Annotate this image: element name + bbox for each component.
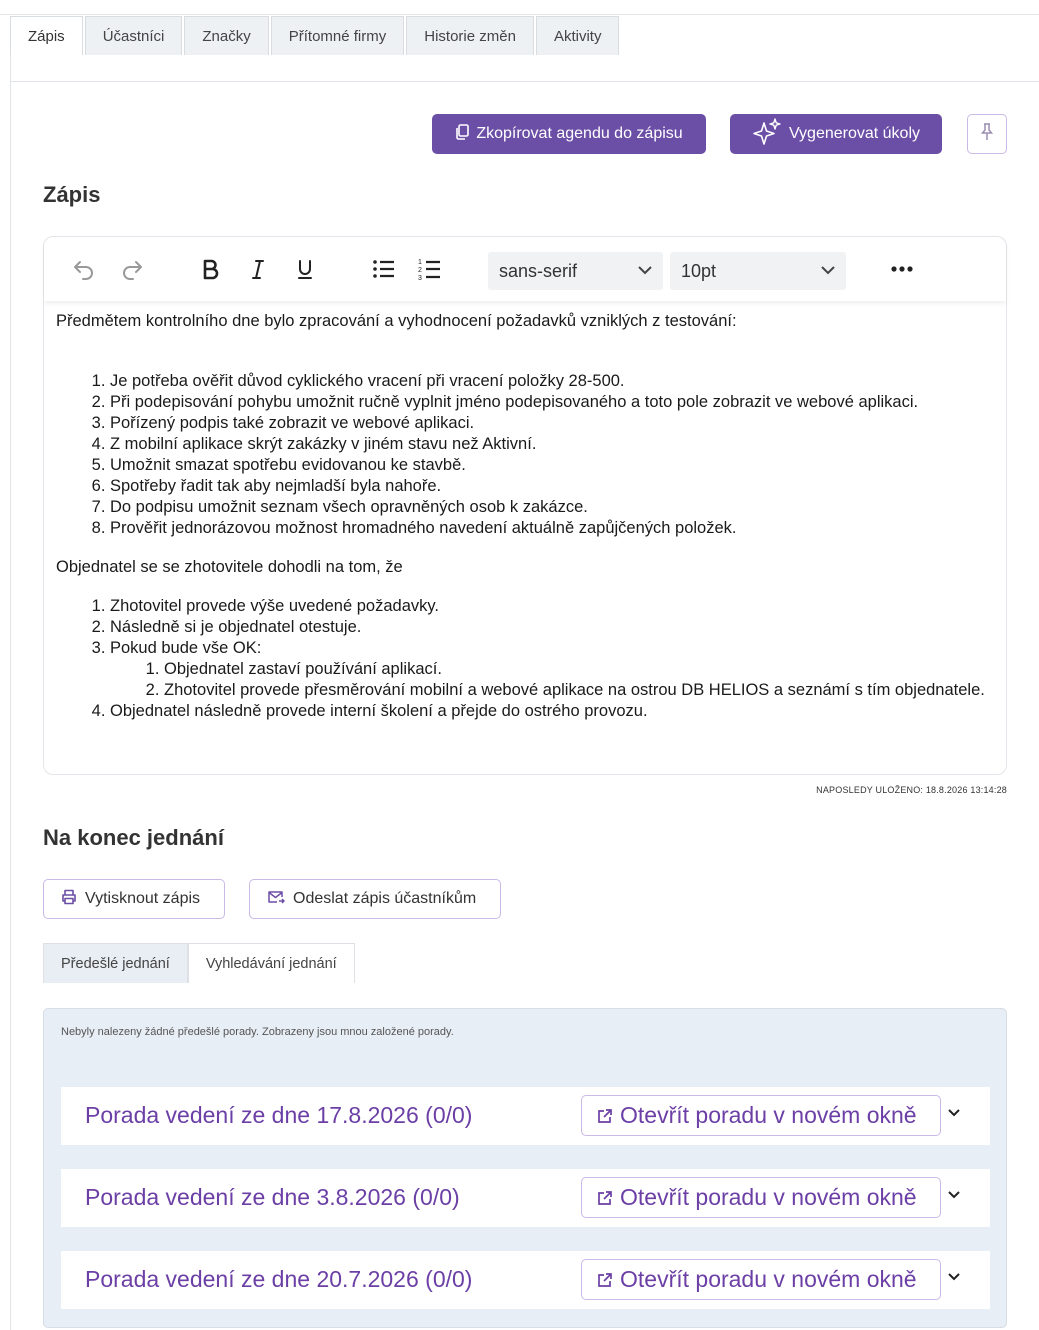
last-saved-text: NAPOSLEDY ULOŽENO: 18.8.2026 13:14:28 bbox=[816, 785, 1007, 795]
rich-text-editor[interactable] bbox=[43, 236, 1007, 775]
editor-content[interactable] bbox=[56, 311, 1001, 722]
open-meeting-label: Otevřít poradu v novém okně bbox=[620, 1184, 917, 1210]
svg-text:3: 3 bbox=[418, 275, 422, 281]
requirements-list bbox=[56, 371, 1001, 539]
meeting-tabs bbox=[43, 943, 355, 983]
meeting-row[interactable] bbox=[61, 1251, 990, 1309]
editor-toolbar bbox=[44, 237, 1006, 301]
undo-icon bbox=[72, 258, 96, 280]
underline-icon bbox=[295, 258, 315, 280]
intro-paragraph: Předmětem kontrolního dne bylo zpracování a vyhodnocení požadavků vzniklých z testování: bbox=[56, 312, 737, 330]
meetings-panel bbox=[43, 1008, 1007, 1328]
tab-pritomne-firmy[interactable]: Přítomné firmy bbox=[271, 16, 405, 55]
agreement-list bbox=[56, 596, 1001, 722]
numbered-list-button[interactable] bbox=[416, 255, 444, 283]
section-title-end: Na konec jednání bbox=[43, 825, 224, 850]
printer-icon bbox=[61, 889, 77, 910]
list-item bbox=[110, 638, 1001, 701]
list-item: 2. Při podepisování pohybu umožnit ručně vyplnit jméno podepisovaného a toto pole zobrazit ve webové aplikaci. bbox=[110, 392, 1001, 413]
font-size-value: 10pt bbox=[681, 261, 717, 281]
open-meeting-button[interactable] bbox=[581, 1259, 941, 1300]
chevron-down-icon[interactable] bbox=[947, 1272, 961, 1282]
print-minutes-button[interactable] bbox=[43, 879, 225, 919]
send-minutes-button[interactable] bbox=[249, 879, 501, 919]
print-minutes-label: Vytisknout zápis bbox=[85, 890, 201, 907]
meeting-title[interactable]: Porada vedení ze dne 3.8.2026 (0/0) bbox=[85, 1184, 460, 1210]
tab-historie-zmen[interactable]: Historie změn bbox=[406, 16, 534, 55]
main-tabs bbox=[10, 16, 621, 55]
open-meeting-label: Otevřít poradu v novém okně bbox=[620, 1102, 917, 1128]
tab-zapis[interactable]: Zápis bbox=[10, 16, 83, 55]
external-link-icon bbox=[597, 1108, 613, 1124]
undo-button[interactable] bbox=[70, 255, 98, 283]
tab-aktivity[interactable]: Aktivity bbox=[536, 16, 620, 55]
italic-icon bbox=[248, 258, 268, 280]
meeting-title[interactable]: Porada vedení ze dne 17.8.2026 (0/0) bbox=[85, 1102, 473, 1128]
list-item: 1. Objednatel zastaví používání aplikací. bbox=[164, 659, 1001, 680]
panel-divider bbox=[10, 81, 1039, 82]
copy-icon bbox=[455, 124, 469, 145]
redo-button[interactable] bbox=[118, 255, 146, 283]
list-item: 5. Umožnit smazat spotřebu evidovanou ke stavbě. bbox=[110, 455, 1001, 476]
external-link-icon bbox=[597, 1272, 613, 1288]
list-item-text: Pokud bude vše OK: bbox=[110, 639, 262, 657]
list-item: 7. Do podpisu umožnit seznam všech opravněných osob k zakázce. bbox=[110, 497, 1001, 518]
more-icon bbox=[890, 265, 914, 273]
open-meeting-button[interactable] bbox=[581, 1177, 941, 1218]
list-item: 1. Zhotovitel provede výše uvedené požadavky. bbox=[110, 596, 1001, 617]
svg-text:2: 2 bbox=[418, 267, 422, 274]
meeting-row[interactable] bbox=[61, 1169, 990, 1227]
list-item: 3. Pořízený podpis také zobrazit ve webové aplikaci. bbox=[110, 413, 1001, 434]
send-minutes-label: Odeslat zápis účastníkům bbox=[293, 890, 477, 907]
font-family-value: sans-serif bbox=[499, 261, 578, 281]
tab-previous-meetings[interactable]: Předešlé jednání bbox=[43, 943, 188, 983]
bullet-list-button[interactable] bbox=[370, 255, 398, 283]
meeting-row[interactable] bbox=[61, 1087, 990, 1145]
font-family-select[interactable] bbox=[488, 252, 663, 290]
bold-icon bbox=[200, 258, 220, 280]
chevron-down-icon bbox=[820, 264, 836, 276]
chevron-down-icon[interactable] bbox=[947, 1108, 961, 1118]
sparkles-icon bbox=[752, 117, 782, 152]
agreement-paragraph: Objednatel se se zhotovitele dohodli na tom, že bbox=[56, 558, 403, 576]
generate-tasks-button[interactable] bbox=[730, 114, 942, 154]
pin-icon bbox=[980, 123, 994, 146]
chevron-down-icon bbox=[637, 264, 653, 276]
list-item: 8. Prověřit jednorázovou možnost hromadného navedení aktuálně zapůjčených položek. bbox=[110, 518, 1001, 539]
numbered-list-icon bbox=[418, 257, 442, 281]
tab-search-meetings[interactable]: Vyhledávání jednání bbox=[188, 943, 355, 983]
section-title-zapis: Zápis bbox=[43, 182, 101, 207]
open-meeting-label: Otevřít poradu v novém okně bbox=[620, 1266, 917, 1292]
sub-list bbox=[110, 659, 1001, 701]
redo-icon bbox=[120, 258, 144, 280]
copy-agenda-label: Zkopírovat agendu do zápisu bbox=[476, 125, 683, 142]
generate-tasks-label: Vygenerovat úkoly bbox=[788, 125, 921, 142]
tab-znacky[interactable]: Značky bbox=[184, 16, 268, 55]
list-item: 4. Z mobilní aplikace skrýt zakázky v jiném stavu než Aktivní. bbox=[110, 434, 1001, 455]
copy-agenda-button[interactable] bbox=[432, 114, 706, 154]
top-divider bbox=[0, 14, 1039, 15]
list-item: 2. Následně si je objednatel otestuje. bbox=[110, 617, 1001, 638]
external-link-icon bbox=[597, 1190, 613, 1206]
underline-button[interactable] bbox=[291, 255, 319, 283]
chevron-down-icon[interactable] bbox=[947, 1190, 961, 1200]
italic-button[interactable] bbox=[244, 255, 272, 283]
list-item: 6. Spotřeby řadit tak aby nejmladší byla nahoře. bbox=[110, 476, 1001, 497]
pin-button[interactable] bbox=[967, 114, 1007, 154]
meeting-title[interactable]: Porada vedení ze dne 20.7.2026 (0/0) bbox=[85, 1266, 473, 1292]
svg-text:1: 1 bbox=[418, 259, 422, 266]
open-meeting-button[interactable] bbox=[581, 1095, 941, 1136]
bullet-list-icon bbox=[372, 258, 396, 280]
list-item: 4. Objednatel následně provede interní školení a přejde do ostrého provozu. bbox=[110, 701, 1001, 722]
tab-ucastnici[interactable]: Účastníci bbox=[85, 16, 183, 55]
font-size-select[interactable] bbox=[670, 252, 846, 290]
meetings-note: Nebyly nalezeny žádné předešlé porady. Zobrazeny jsou mnou založené porady. bbox=[61, 1026, 454, 1038]
more-options-button[interactable] bbox=[888, 255, 916, 283]
mail-send-icon bbox=[267, 889, 285, 910]
list-item: 1. Je potřeba ověřit důvod cyklického vracení při vracení položky 28-500. bbox=[110, 371, 1001, 392]
list-item: 2. Zhotovitel provede přesměrování mobilní a webové aplikace na ostrou DB HELIOS a seznámí s tím objednatele. bbox=[164, 680, 1001, 701]
bold-button[interactable] bbox=[196, 255, 224, 283]
